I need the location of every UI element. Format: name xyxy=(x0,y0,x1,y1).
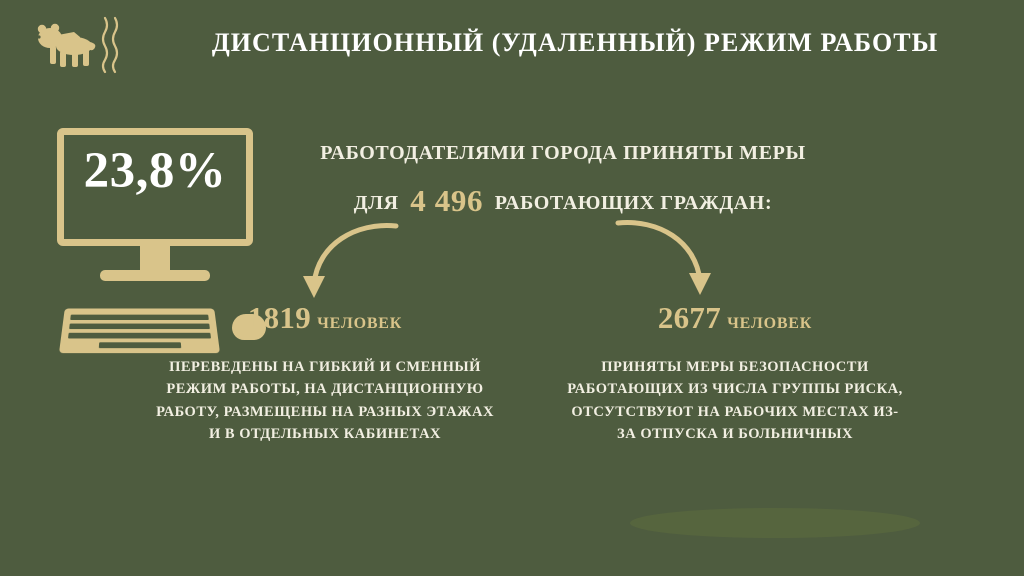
intro-line-1: РАБОТОДАТЕЛЯМИ ГОРОДА ПРИНЯТЫ МЕРЫ xyxy=(320,142,806,164)
stat-unit-right: ЧЕЛОВЕК xyxy=(727,315,813,332)
stat-description-left: ПЕРЕВЕДЕНЫ НА ГИБКИЙ И СМЕННЫЙ РЕЖИМ РАБОТЫ, НА ДИСТАНЦИОННУЮ РАБОТУ, РАЗМЕЩЕНЫ НА РАЗНЫХ ЭТАЖАХ И В ОТДЕЛЬНЫХ КАБИНЕТАХ xyxy=(156,359,494,443)
stat-heading-left xyxy=(155,300,495,336)
polar-bear-logo-icon xyxy=(28,18,98,78)
arrow-down-left-icon xyxy=(296,218,406,308)
stat-unit-left: ЧЕЛОВЕК xyxy=(317,315,403,332)
stat-heading-right xyxy=(565,300,905,336)
intro-line-2 xyxy=(278,183,848,219)
arrow-down-right-icon xyxy=(608,215,718,305)
intro-prefix: ДЛЯ xyxy=(353,192,399,214)
stat-value-right: 2677 xyxy=(657,300,722,335)
slide-header xyxy=(0,0,1024,105)
intro-text-block xyxy=(278,142,848,219)
stat-column-right xyxy=(565,300,905,446)
percent-value: 23,8% xyxy=(83,143,227,199)
stat-column-left xyxy=(155,300,495,446)
monitor-stand-base xyxy=(100,270,210,281)
monitor-stand-neck xyxy=(140,246,170,270)
stat-description-right: ПРИНЯТЫ МЕРЫ БЕЗОПАСНОСТИ РАБОТАЮЩИХ ИЗ ЧИСЛА ГРУППЫ РИСКА, ОТСУТСТВУЮТ НА РАБОЧИХ МЕСТАХ ИЗ-ЗА ОТПУСКА И БОЛЬНИЧНЫХ xyxy=(567,359,903,443)
stat-value-left: 1819 xyxy=(247,300,312,335)
background-ellipse-decoration xyxy=(630,508,920,538)
intro-suffix: РАБОТАЮЩИХ ГРАЖДАН: xyxy=(494,192,773,214)
page-title: ДИСТАНЦИОННЫЙ (УДАЛЕННЫЙ) РЕЖИМ РАБОТЫ xyxy=(211,28,939,57)
total-workers-value: 4 496 xyxy=(410,183,484,218)
wave-decoration-icon xyxy=(100,16,122,78)
